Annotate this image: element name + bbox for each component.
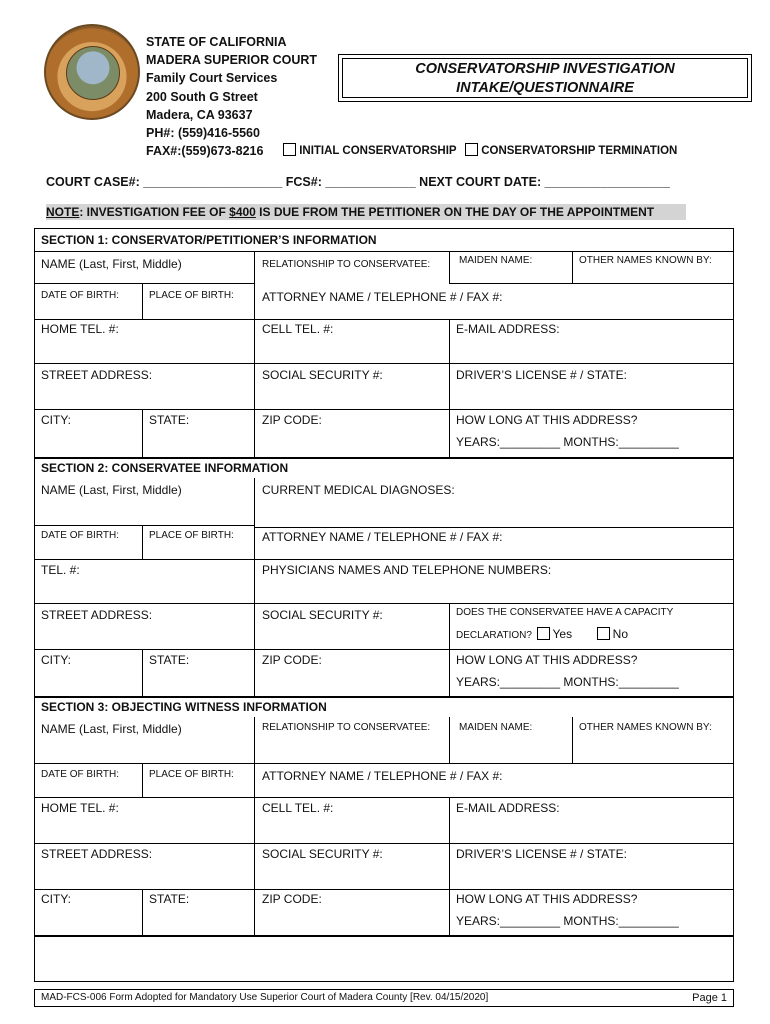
s3-home-tel-field[interactable]: HOME TEL. #: (41, 801, 119, 815)
s1-dob-field[interactable]: DATE OF BIRTH: (41, 290, 119, 301)
s2-capacity-yes-checkbox[interactable] (537, 627, 550, 640)
s2-ssn-field[interactable]: SOCIAL SECURITY #: (262, 608, 383, 622)
case-number-line[interactable]: COURT CASE#: ____________________ FCS#: _____________ NEXT COURT DATE: __________________ (46, 175, 670, 189)
footer-page-number: Page 1 (692, 992, 727, 1004)
s3-street-field[interactable]: STREET ADDRESS: (41, 847, 153, 861)
s1-maiden-field[interactable]: MAIDEN NAME: (459, 255, 533, 266)
note-fee: $400 (229, 205, 256, 219)
s1-cell-tel-field[interactable]: CELL TEL. #: (262, 322, 334, 336)
s3-state-field[interactable]: STATE: (149, 892, 190, 906)
header-line-court: MADERA SUPERIOR COURT (146, 53, 318, 67)
section1-title: SECTION 1: CONSERVATOR/PETITIONER’S INFORMATION (41, 233, 377, 247)
s2-how-long-label: HOW LONG AT THIS ADDRESS? (456, 653, 638, 667)
s2-physicians-field[interactable]: PHYSICIANS NAMES AND TELEPHONE NUMBERS: (262, 563, 552, 577)
s3-relationship-field[interactable]: RELATIONSHIP TO CONSERVATEE: (262, 722, 431, 733)
header-line-city: Madera, CA 93637 (146, 108, 253, 122)
s2-state-field[interactable]: STATE: (149, 653, 190, 667)
termination-checkbox[interactable] (465, 143, 478, 156)
s1-years-months-field[interactable]: YEARS:_________ MONTHS:_________ (456, 435, 679, 449)
termination-option[interactable] (465, 143, 677, 157)
s1-attorney-field[interactable]: ATTORNEY NAME / TELEPHONE # / FAX #: (262, 290, 503, 304)
initial-conservatorship-label: INITIAL CONSERVATORSHIP (299, 145, 457, 157)
s1-state-field[interactable]: STATE: (149, 413, 190, 427)
s2-capacity-question: DOES THE CONSERVATEE HAVE A CAPACITY (456, 607, 674, 618)
section3-title: SECTION 3: OBJECTING WITNESS INFORMATION (41, 700, 327, 714)
header-line-street: 200 South G Street (146, 90, 258, 104)
termination-label: CONSERVATORSHIP TERMINATION (481, 145, 678, 157)
s1-zip-field[interactable]: ZIP CODE: (262, 413, 322, 427)
s2-capacity-no-checkbox[interactable] (597, 627, 610, 640)
s3-attorney-field[interactable]: ATTORNEY NAME / TELEPHONE # / FAX #: (262, 769, 503, 783)
s2-city-field[interactable]: CITY: (41, 653, 72, 667)
s3-cell-tel-field[interactable]: CELL TEL. #: (262, 801, 334, 815)
form-title-line1: CONSERVATORSHIP INVESTIGATION (415, 61, 675, 77)
s1-dl-field[interactable]: DRIVER’S LICENSE # / STATE: (456, 368, 627, 382)
initial-conservatorship-option[interactable] (283, 143, 457, 157)
initial-conservatorship-checkbox[interactable] (283, 143, 296, 156)
s2-zip-field[interactable]: ZIP CODE: (262, 653, 322, 667)
s3-pob-field[interactable]: PLACE OF BIRTH: (149, 769, 234, 780)
s2-pob-field[interactable]: PLACE OF BIRTH: (149, 530, 234, 541)
s3-other-names-field[interactable]: OTHER NAMES KNOWN BY: (579, 722, 712, 733)
header-line-fax: FAX#:(559)673-8216 (146, 144, 264, 158)
fee-note (46, 204, 686, 220)
s1-ssn-field[interactable]: SOCIAL SECURITY #: (262, 368, 383, 382)
s1-city-field[interactable]: CITY: (41, 413, 72, 427)
s3-how-long-label: HOW LONG AT THIS ADDRESS? (456, 892, 638, 906)
s1-street-field[interactable]: STREET ADDRESS: (41, 368, 153, 382)
note-text-before: : INVESTIGATION FEE OF (79, 205, 230, 219)
s1-other-names-field[interactable]: OTHER NAMES KNOWN BY: (579, 255, 712, 266)
s2-attorney-field[interactable]: ATTORNEY NAME / TELEPHONE # / FAX #: (262, 530, 503, 544)
s2-capacity-declaration-label: DECLARATION? (456, 630, 532, 641)
note-text-after: IS DUE FROM THE PETITIONER ON THE DAY OF THE APPOINTMENT (255, 205, 655, 219)
s3-email-field[interactable]: E-MAIL ADDRESS: (456, 801, 560, 815)
section2-title: SECTION 2: CONSERVATEE INFORMATION (41, 461, 289, 475)
s3-ssn-field[interactable]: SOCIAL SECURITY #: (262, 847, 383, 861)
s3-city-field[interactable]: CITY: (41, 892, 72, 906)
s2-capacity-question-2 (456, 627, 628, 641)
s3-dl-field[interactable]: DRIVER’S LICENSE # / STATE: (456, 847, 627, 861)
header-line-state: STATE OF CALIFORNIA (146, 35, 287, 49)
s3-name-field[interactable]: NAME (Last, First, Middle) (41, 722, 182, 736)
s1-pob-field[interactable]: PLACE OF BIRTH: (149, 290, 234, 301)
s3-zip-field[interactable]: ZIP CODE: (262, 892, 322, 906)
s3-maiden-field[interactable]: MAIDEN NAME: (459, 722, 533, 733)
s2-tel-field[interactable]: TEL. #: (41, 563, 80, 577)
s3-years-months-field[interactable]: YEARS:_________ MONTHS:_________ (456, 914, 679, 928)
form-footer (34, 989, 734, 1007)
s1-how-long-label: HOW LONG AT THIS ADDRESS? (456, 413, 638, 427)
s3-dob-field[interactable]: DATE OF BIRTH: (41, 769, 119, 780)
s2-capacity-yes-label: Yes (552, 627, 573, 641)
s2-capacity-no-label: No (612, 627, 628, 641)
header-line-dept: Family Court Services (146, 71, 278, 85)
s1-name-field[interactable]: NAME (Last, First, Middle) (41, 257, 182, 271)
s1-home-tel-field[interactable]: HOME TEL. #: (41, 322, 119, 336)
intake-form (34, 228, 734, 982)
s1-relationship-field[interactable]: RELATIONSHIP TO CONSERVATEE: (262, 259, 431, 270)
s2-name-field[interactable]: NAME (Last, First, Middle) (41, 483, 182, 497)
header-line-phone: PH#: (559)416-5560 (146, 126, 260, 140)
court-seal-logo (44, 24, 140, 120)
footer-form-id: MAD-FCS-006 Form Adopted for Mandatory Use Superior Court of Madera County [Rev. 04/15/2020] (41, 992, 489, 1003)
note-label: NOTE (46, 205, 80, 219)
form-title-box (338, 54, 752, 102)
s2-dob-field[interactable]: DATE OF BIRTH: (41, 530, 119, 541)
form-title-line2: INTAKE/QUESTIONNAIRE (456, 80, 634, 96)
s2-years-months-field[interactable]: YEARS:_________ MONTHS:_________ (456, 675, 679, 689)
s2-diagnoses-field[interactable]: CURRENT MEDICAL DIAGNOSES: (262, 483, 455, 497)
s1-email-field[interactable]: E-MAIL ADDRESS: (456, 322, 560, 336)
s2-street-field[interactable]: STREET ADDRESS: (41, 608, 153, 622)
